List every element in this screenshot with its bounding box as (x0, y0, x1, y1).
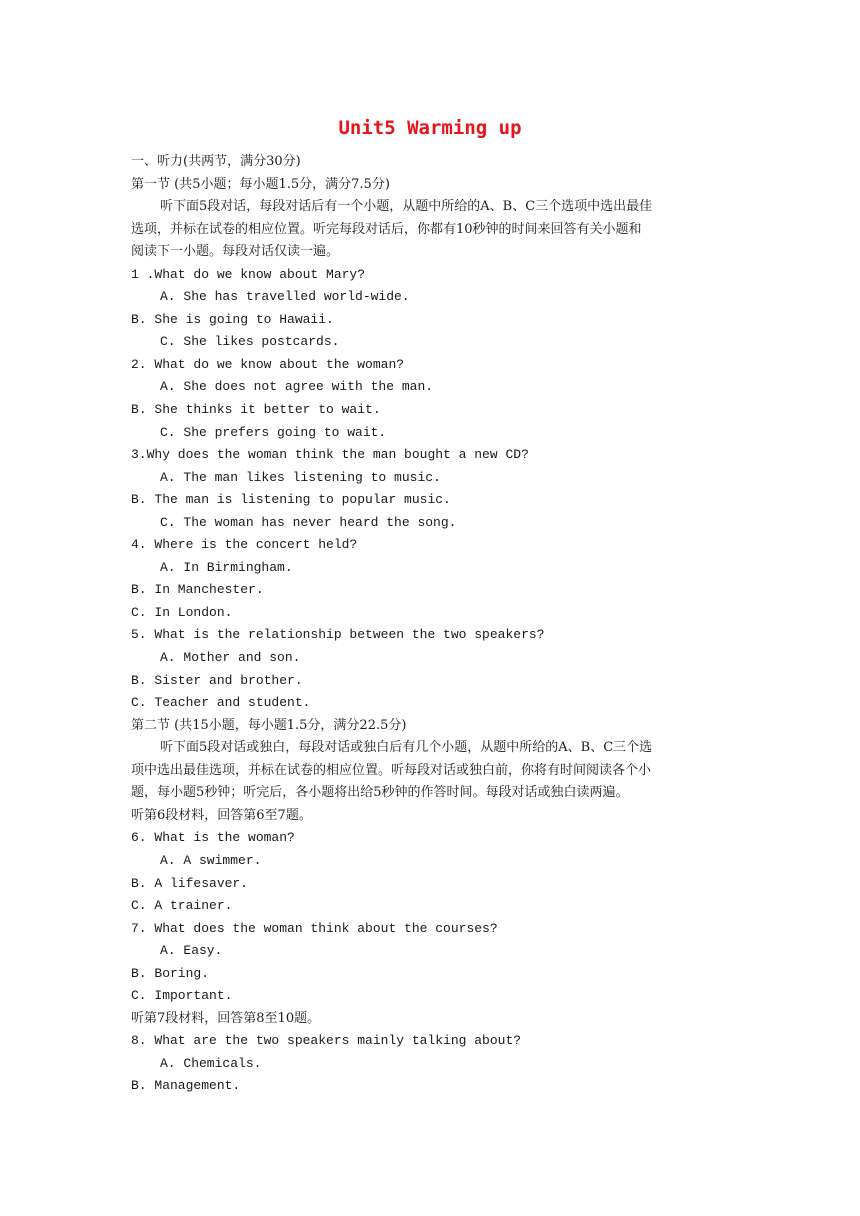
instruction-line: 题，每小题5秒钟；听完后，各小题将出给5秒钟的作答时间。每段对话或独白读两遍。 (131, 785, 629, 801)
question-line: 7. What does the woman think about the courses? (131, 920, 498, 936)
document-body (131, 151, 731, 1098)
answer-option: C. Important. (131, 988, 233, 1004)
answer-option: A. Chemicals. (160, 1055, 262, 1071)
question-line: 8. What are the two speakers mainly talking about? (131, 1033, 522, 1049)
answer-option: A. She does not agree with the man. (160, 379, 434, 395)
instruction-line: 第一节 (共5小题；每小题1.5分，满分7.5分) (131, 176, 390, 192)
answer-option: A. She has travelled world-wide. (160, 289, 410, 305)
answer-option: B. She is going to Hawaii. (131, 311, 334, 327)
instruction-line: 一、听力(共两节，满分30分) (131, 154, 301, 169)
instruction-line: 听第7段材料，回答第8至10题。 (131, 1010, 321, 1026)
question-line: 3.Why does the woman think the man bought a new CD? (131, 447, 529, 463)
answer-option: C. She prefers going to wait. (160, 424, 387, 440)
question-line: 6. What is the woman? (131, 830, 295, 846)
answer-option: B. The man is listening to popular music. (131, 492, 451, 508)
question-line: 2. What do we know about the woman? (131, 356, 405, 372)
answer-option: B. Boring. (131, 965, 210, 981)
answer-option: A. Easy. (160, 943, 223, 959)
question-line: 4. Where is the concert held? (131, 537, 358, 553)
answer-option: B. Sister and brother. (131, 672, 303, 688)
answer-option: B. She thinks it better to wait. (131, 402, 381, 418)
instruction-line: 第二节 (共15小题，每小题1.5分，满分22.5分) (131, 717, 407, 733)
instruction-line: 项中选出最佳选项，并标在试卷的相应位置。听每段对话或独白前，你将有时间阅读各个小 (131, 762, 652, 778)
instruction-line: 听下面5段对话，每段对话后有一个小题，从题中所给的A、B、C三个选项中选出最佳 (160, 199, 653, 215)
instruction-line: 听下面5段对话或独白，每段对话或独白后有几个小题，从题中所给的A、B、C三个选 (160, 740, 653, 756)
question-line: 1 .What do we know about Mary? (131, 266, 366, 282)
answer-option: B. A lifesaver. (131, 875, 249, 891)
answer-option: A. A swimmer. (160, 852, 262, 868)
answer-option: C. The woman has never heard the song. (160, 514, 457, 530)
answer-option: A. In Birmingham. (160, 559, 293, 575)
instruction-line: 阅读下一小题。每段对话仅读一遍。 (131, 244, 340, 260)
answer-option: A. The man likes listening to music. (160, 469, 441, 485)
answer-option: C. Teacher and student. (131, 695, 311, 711)
question-line: 5. What is the relationship between the two speakers? (131, 627, 545, 643)
answer-option: A. Mother and son. (160, 650, 301, 666)
document-title: Unit5 Warming up (338, 117, 522, 139)
answer-option: C. In London. (131, 604, 233, 620)
answer-option: C. She likes postcards. (160, 334, 340, 350)
answer-option: B. Management. (131, 1078, 241, 1094)
answer-option: B. In Manchester. (131, 582, 264, 598)
instruction-line: 选项，并标在试卷的相应位置。听完每段对话后，你都有10秒钟的时间来回答有关小题和 (131, 221, 642, 237)
answer-option: C. A trainer. (131, 898, 233, 914)
instruction-line: 听第6段材料，回答第6至7题。 (131, 807, 312, 823)
